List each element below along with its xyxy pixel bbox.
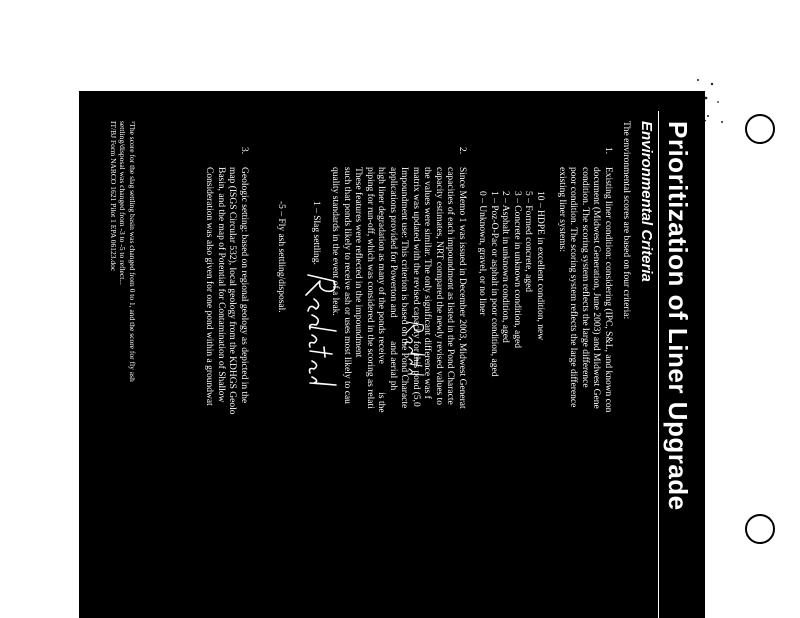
item-2-line: Since Memo 1 was issued in December 2003, Midwest Generat bbox=[457, 167, 467, 409]
inverted-scan-region bbox=[79, 91, 705, 618]
intro-text: The environmental scores are based on four criteria: bbox=[621, 121, 631, 320]
item-2-line: quality standards in the event of a leak. bbox=[330, 167, 341, 316]
item-2-line: piping for run-off, which was considered in the scoring as relati bbox=[365, 167, 375, 409]
document-title: Prioritization of Liner Upgrade bbox=[663, 121, 693, 511]
liner-score-item: 2 – Asphalt in unknown condition, aged bbox=[500, 191, 511, 343]
footnote-line: ¹The score for the slag settling basin was changed from 0 to 1, and the score for fly ash bbox=[128, 121, 137, 382]
item-3-paragraph bbox=[203, 167, 249, 414]
rotated-document-content bbox=[79, 91, 705, 618]
item-3-line: Consideration was also given for one pond within a groundwat bbox=[204, 167, 215, 406]
item-2-line: These features were reflected in the impoundment bbox=[353, 167, 364, 358]
item-2-line: high liner degradation as many of the ponds receive is the bbox=[376, 167, 387, 413]
liner-score-item: 0 – Unknown, gravel, or no liner bbox=[477, 191, 488, 316]
punch-hole-bottom bbox=[745, 514, 775, 544]
liner-score-item: 10 – HDPE in excellent condition, new bbox=[535, 191, 545, 341]
item-1-line: Existing liner condition: considering (IPC, S&L, and known con bbox=[603, 167, 613, 413]
item-1-number: 1. bbox=[603, 147, 613, 155]
liner-score-item: 1 – Poz-O-Pac or asphalt in poor condition, aged bbox=[489, 191, 499, 377]
item-2-line: capacity estimates, NRT compared the newly revised values to bbox=[434, 167, 444, 405]
item-2-line: such that ponds likely to receive ash or uses most likely to cau bbox=[342, 167, 352, 404]
item-3-line: Basin, and the map of Potential for Contamination of Shallow bbox=[216, 167, 226, 403]
item-2-number: 2. bbox=[457, 147, 467, 155]
punch-hole-top bbox=[745, 114, 775, 144]
liner-score-list bbox=[476, 191, 545, 376]
liner-score-item: 3 – Concrete in unknown condition, aged bbox=[512, 191, 522, 348]
handwritten-redacted-signature bbox=[300, 271, 340, 391]
item-2-line: matrix was updated with the revised capacity for this pond (5,0 bbox=[411, 167, 421, 407]
item-2-line: applications provided for Powerton and and aerial ph bbox=[388, 167, 398, 391]
title-rule bbox=[658, 111, 659, 618]
item-2-line: Impoundment use: This criterion is based on the Pond Characte bbox=[399, 167, 410, 409]
item-1-line: condition. The scoring system reflects the large difference bbox=[580, 167, 590, 388]
item-1-line: existing liner systems: bbox=[557, 167, 567, 252]
use-score-item: 1 – Slag settling. bbox=[311, 201, 321, 265]
footnote bbox=[109, 121, 138, 382]
item-3-line: Geologic setting: based on regional geology as depicted in the bbox=[239, 167, 249, 404]
item-2-line: capacities of each impoundment as listed in the Pond Characte bbox=[445, 167, 456, 405]
item-1-line: document (Midwest Generation, June 2003) and Midwest Gene bbox=[591, 167, 602, 409]
item-3-number: 3. bbox=[239, 147, 249, 155]
item-1-line: poor condition. The scoring system reflects the large difference bbox=[568, 167, 579, 408]
footnote-line: settling/disposal was changed from -3 to -5 to reflect... bbox=[118, 121, 128, 285]
item-2-paragraph bbox=[329, 167, 467, 413]
item-3-line: map (ISGS Circular 532), local geology from the KDHGS Geolo bbox=[227, 167, 238, 415]
handwritten-redacted-small bbox=[403, 319, 427, 379]
footnote-line: IT/BJ Form NARCO 1621 Pilot 1 EPA 06123.doc bbox=[109, 121, 118, 272]
document-subtitle: Environmental Criteria bbox=[638, 121, 655, 282]
item-2-line: the values were similar. The only significant difference was f bbox=[422, 167, 433, 399]
liner-score-item: 5 – Formed concrete, aged bbox=[523, 191, 534, 293]
use-score-item: -5 – Fly ash settling/disposal. bbox=[276, 201, 287, 313]
item-1-paragraph bbox=[556, 167, 614, 412]
